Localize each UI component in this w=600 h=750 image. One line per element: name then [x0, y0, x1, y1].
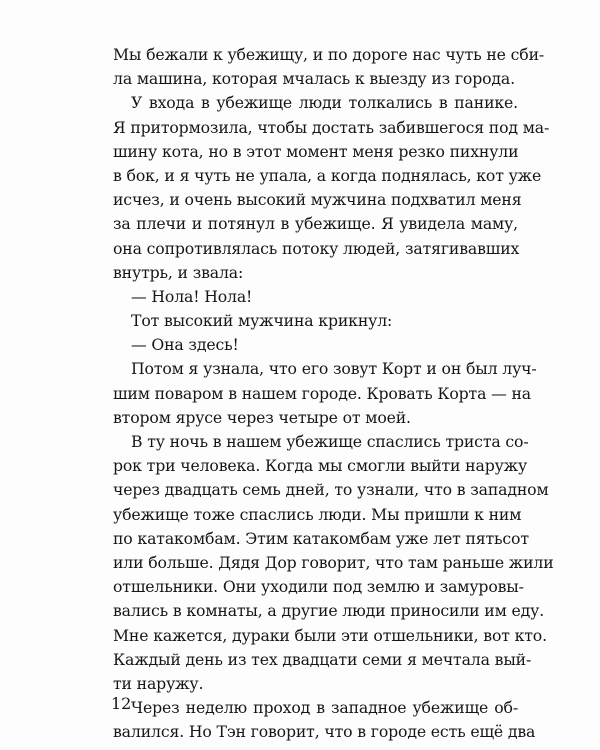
- text-line: Мы бежали к убежищу, и по дороге нас чуть не сби-: [113, 45, 545, 64]
- text-line: по катакомбам. Этим катакомбам уже лет пятьсот: [113, 528, 529, 548]
- text-line: ти наружу.: [113, 673, 204, 693]
- text-line: втором ярусе через четыре от моей.: [113, 407, 411, 427]
- text-line: или больше. Дядя Дор говорит, что там раньше жили: [113, 552, 554, 572]
- text-line: — Нола! Нола!: [131, 286, 253, 306]
- text-line: она сопротивлялась потоку людей, затягивавших: [113, 238, 520, 258]
- text-line: валился. Но Тэн говорит, что в городе есть ещё два: [113, 722, 536, 742]
- text-line: убежище тоже спаслись люди. Мы пришли к ним: [113, 504, 522, 524]
- text-line: Каждый день из тех двадцати семи я мечтала вый-: [113, 649, 532, 669]
- text-line: в бок, и я чуть не упала, а когда поднялась, кот уже: [113, 165, 542, 185]
- text-line: рок три человека. Когда мы смогли выйти наружу: [113, 456, 528, 476]
- text-line: Через неделю проход в западное убежище об-: [131, 698, 518, 718]
- text-line: Мне кажется, дураки были эти отшельники, вот кто.: [113, 625, 547, 645]
- text-line: Тот высокий мужчина крикнул:: [131, 311, 393, 331]
- text-line: шим поваром в нашем городе. Кровать Корта — на: [113, 383, 531, 403]
- text-line: исчез, и очень высокий мужчина подхватил меня: [113, 190, 522, 210]
- text-line: внутрь, и звала:: [113, 262, 244, 282]
- text-line: Я притормозила, чтобы достать забившегося под ма-: [113, 117, 550, 137]
- text-line: Потом я узнала, что его зовут Корт и он был луч-: [131, 359, 537, 379]
- text-line: В ту ночь в нашем убежище спаслись триста со-: [131, 432, 529, 451]
- text-line: — Она здесь!: [131, 335, 239, 355]
- page-number: 12: [111, 694, 132, 713]
- text-line: вались в комнаты, а другие люди приносили им еду.: [113, 601, 545, 621]
- text-line: ла машина, которая мчалась к выезду из города.: [113, 69, 515, 89]
- text-line: отшельники. Они уходили под землю и замуровы-: [113, 577, 524, 597]
- text-line: за плечи и потянул в убежище. Я увидела маму,: [113, 214, 518, 234]
- text-line: У входа в убежище люди толкались в панике.: [131, 93, 518, 113]
- text-line: шину кота, но в этот момент меня резко пихнули: [113, 141, 519, 161]
- text-line: через двадцать семь дней, то узнали, что в западном: [113, 480, 549, 500]
- body-text: [113, 43, 554, 744]
